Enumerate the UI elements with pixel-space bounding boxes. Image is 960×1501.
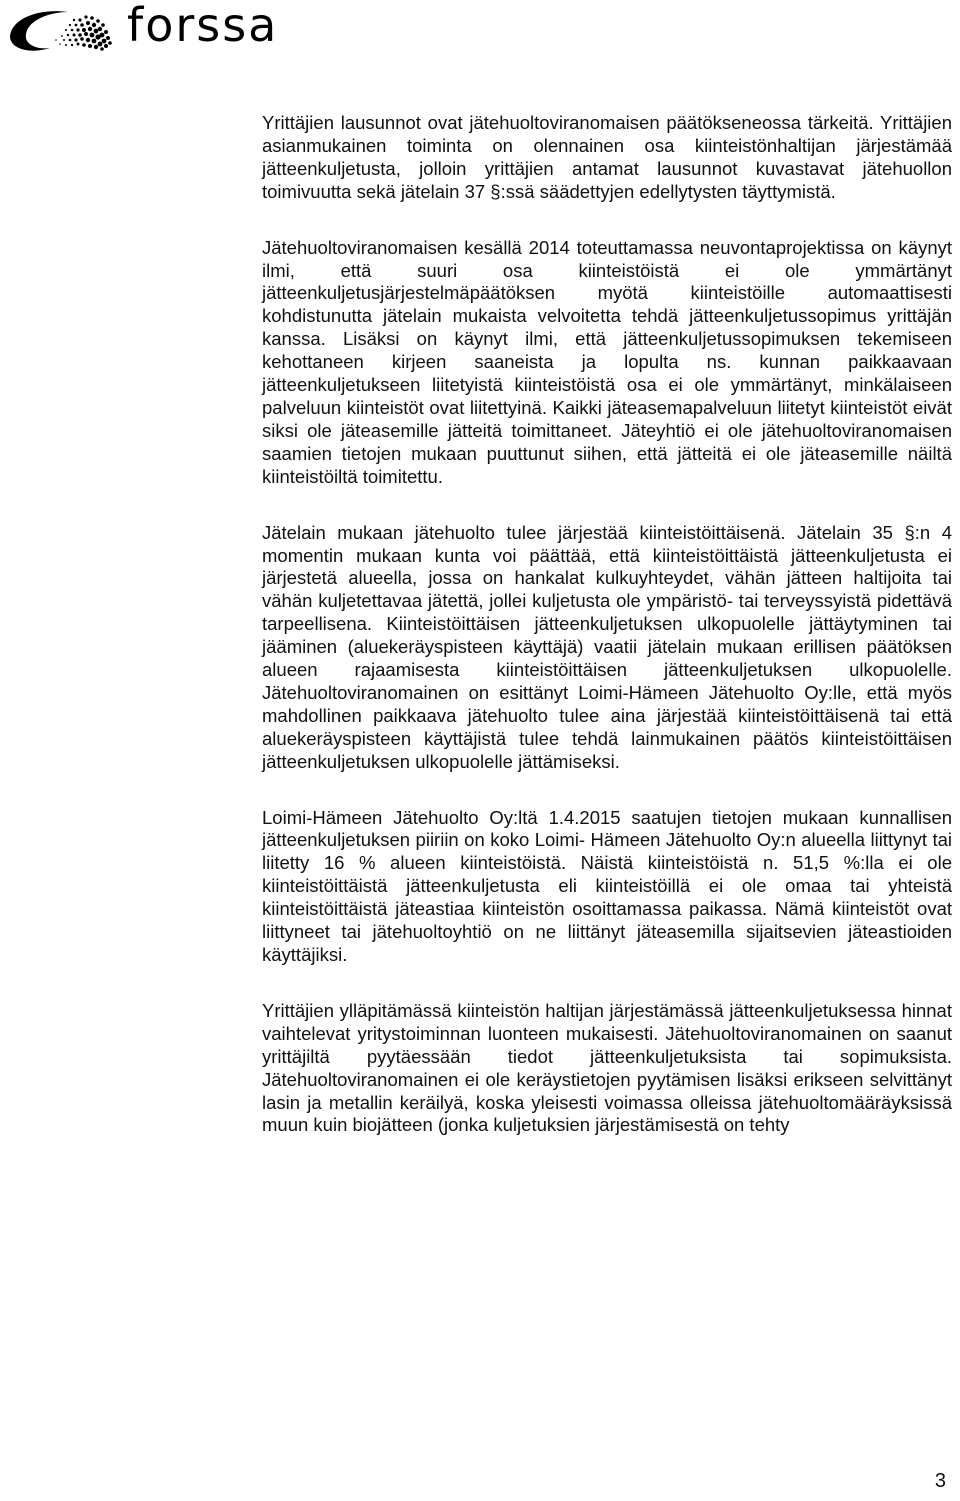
paragraph-entrepreneur-statements: Yrittäjien lausunnot ovat jätehuoltoviranomaisen päätökseneossa tärkeitä. Yrittäjien asianmukainen toiminta on olennainen osa kiinteistönhaltijan järjestämää jätteenkuljetusta, jolloin yrittäjien antamat lausunnot kuvastavat jätehuollon toimivuutta sekä jätelain 37 §:ssä säädettyjen edellytysten täyttymistä.: [262, 112, 952, 202]
logo-wordmark: forssa: [127, 0, 279, 52]
paragraph-pricing: Yrittäjien ylläpitämässä kiinteistön haltijan järjestämässä jätteenkuljetuksessa hinnat vaihtelevat yritystoiminnan luonteen mukaisesti. Jätehuoltoviranomainen on saanut yrittäjiltä pyytäessään tiedot jätteenkuljetuksista tai sopimuksista. Jätehuoltoviranomainen ei ole keräystietojen pyytämisen lisäksi erikseen selvittänyt lasin ja metallin keräilyä, koska yleisesti voimassa olleissa jätehuoltomääräyksissä muun kuin biojätteen (jonka kuljetuksien järjestämisestä on tehty: [262, 999, 952, 1136]
document-body: [262, 112, 952, 1170]
forssa-emblem-icon: [6, 6, 118, 52]
paragraph-advisory-project: Jätehuoltoviranomaisen kesällä 2014 toteuttamassa neuvontaprojektissa on käynyt ilmi, että suuri osa kiinteistöistä ei ole ymmärtänyt jätteenkuljetusjärjestelmäpäätöksen myötä kiinteistöille automaattisesti kohdistunutta jätelain mukaista velvoitetta tehdä jätteenkuljetussopimus yrittäjän kanssa. Lisäksi on käynyt ilmi, että jätteenkuljetussopimuksen tekemiseen kehottaneen kirjeen saaneista ja lopulta ns. kunnan paikkaavaan jätteenkuljetukseen liitetyistä kiinteistöistä osa ei ole ymmärtänyt, minkälaiseen palveluun kiinteistöt ovat liitettyinä. Kaikki jäteasemapalveluun liitetyt kiinteistöt eivät siksi ole jäteasemille jätteitä toimittaneet. Jäteyhtiö ei ole jätehuoltoviranomaisen saamien tietojen mukaan puuttunut siihen, että jätteitä ei ole jäteasemille näiltä kiinteistöiltä toimitettu.: [262, 236, 952, 487]
paragraph-waste-law: Jätelain mukaan jätehuolto tulee järjestää kiinteistöittäisenä. Jätelain 35 §:n 4 momentin mukaan kunta voi päättää, että kiinteistöittäistä jätteenkuljetusta ei järjestetä alueella, jossa on hankalat kulkuyhteydet, vähän jätteen haltijoita tai vähän kuljetettavaa jätettä, jollei kuljetusta ole ympäristö- tai terveyssyistä pidettävä tarpeellisena. Kiinteistöittäisen jätteenkuljetuksen ulkopuolelle jättäytyminen tai jääminen (aluekeräyspisteen käyttäjä) vaatii jätelain mukaan erillisen päätöksen alueen rajaamisesta kiinteistöittäisen jätteenkuljetuksen ulkopuolelle. Jätehuoltoviranomainen on esittänyt Loimi-Hämeen Jätehuolto Oy:lle, että myös mahdollinen paikkaava jätehuolto tulee aina järjestää kiinteistöittäisenä tai että aluekeräyspisteen käyttäjistä tulee tehdä lainmukainen päätös kiinteistöittäisen jätteenkuljetuksen ulkopuolelle jättämiseksi.: [262, 521, 952, 772]
page-header: [0, 0, 400, 60]
paragraph-loimi-hame-data: Loimi-Hämeen Jätehuolto Oy:ltä 1.4.2015 saatujen tietojen mukaan kunnallisen jätteenkuljetuksen piiriin on koko Loimi- Hämeen Jätehuolto Oy:n alueella liittynyt tai liitetty 16 % alueen kiinteistöistä. Näistä kiinteistöistä n. 51,5 %:lla ei ole kiinteistöittäistä jätteenkuljetusta eli kiinteistöillä ei ole omaa tai yhteistä kiinteistöittäistä jäteastiaa kiinteistön osoittamassa paikassa. Nämä kiinteistöt ovat liittyneet tai jätehuoltoyhtiö on ne liittänyt jäteasemilla sijaitsevien jäteastioiden käyttäjiksi.: [262, 806, 952, 965]
page-number: 3: [934, 1470, 946, 1492]
